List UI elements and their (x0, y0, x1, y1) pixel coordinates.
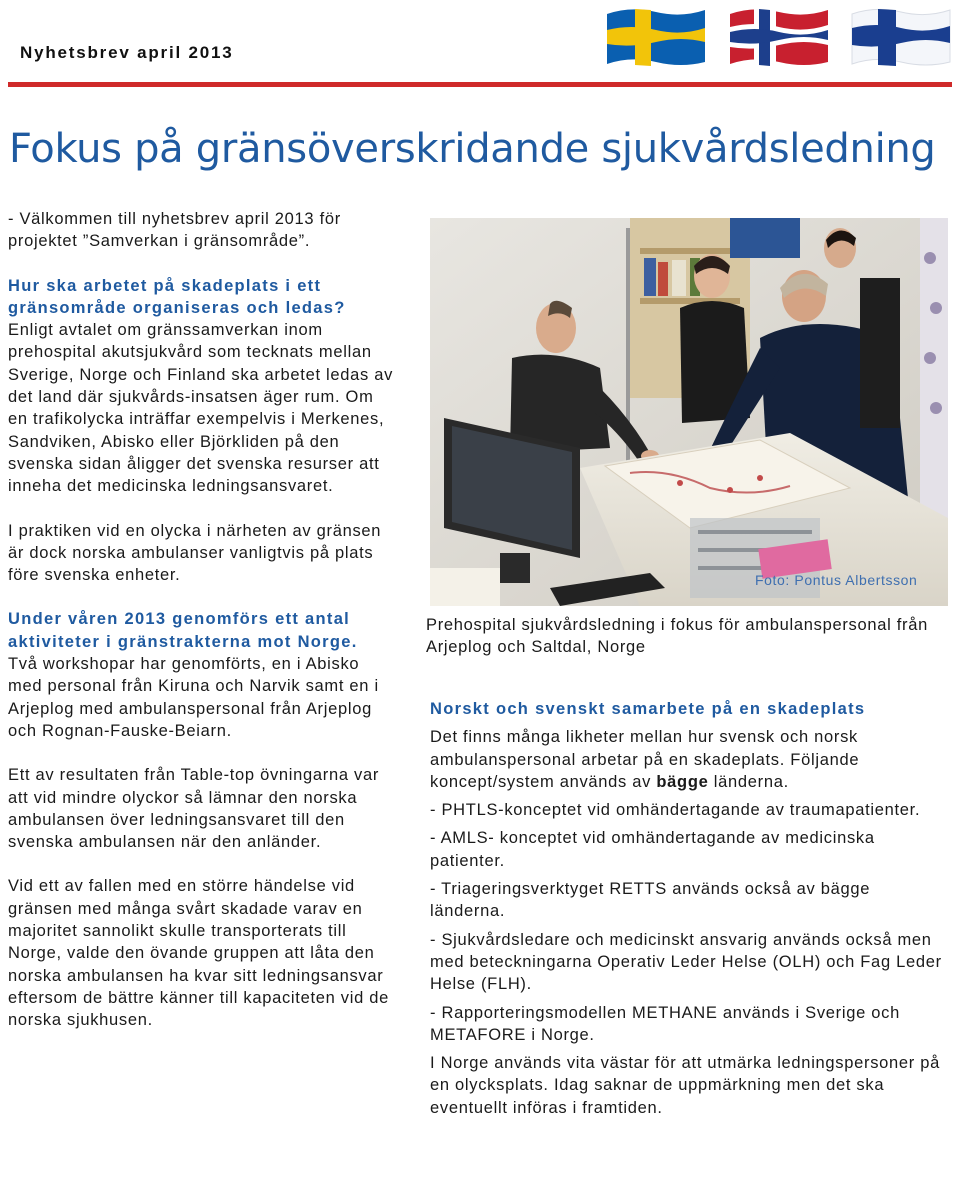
left-column (8, 208, 394, 1032)
similarities-text-b: länderna. (708, 772, 789, 791)
norwegian-flag-icon (728, 6, 830, 68)
paragraph-vests: I Norge används vita västar för att utmärka ledningspersoner på en olycksplats. Idag saknar de uppmärkning men det ska eventuellt införas i framtiden. (430, 1054, 941, 1117)
paragraph-practice: I praktiken vid en olycka i närheten av gränsen är dock norska ambulanser vanligtvis på plats före svenska enheter. (8, 521, 382, 585)
right-column (430, 698, 946, 1119)
header-rule (8, 82, 952, 87)
paragraph-large-incident: Vid ett av fallen med en större händelse vid gränsen med många svårt skadade varav en majoritet sannolikt skulle transporterats till Norge, valde den övande gruppen att låta den norska ambulansen ha kvar sitt ledningsansvar eftersom de bättre känner till kapaciteten vid de norska sjukhusen. (8, 877, 389, 1030)
intro-paragraph: - Välkommen till nyhetsbrev april 2013 för projektet ”Samverkan i gränsområde”. (8, 210, 341, 251)
photo-credit: Foto: Pontus Albertsson (755, 572, 918, 588)
paragraph-tabletop-results: Ett av resultaten från Table-top övningarna var att vid mindre olyckor så lämnar den norska ambulansen över ledningsansvaret till den svenska ambulansen när den anländer. (8, 766, 380, 852)
list-item-reporting-models: - Rapporteringsmodellen METHANE används i Sverige och METAFORE i Norge. (430, 1003, 900, 1044)
finnish-flag-icon (850, 6, 952, 68)
similarities-text-bold: bägge (656, 772, 709, 791)
section-heading-organisation: Hur ska arbetet på skadeplats i ett gränsområde organiseras och ledas? (8, 276, 346, 317)
photo-caption: Prehospital sjukvårdsledning i fokus för ambulanspersonal från Arjeplog och Saltdal, Norge (426, 616, 928, 657)
paragraph-similarities (430, 726, 946, 793)
similarities-text-a: Det finns många likheter mellan hur svensk och norsk ambulanspersonal arbetar på en skadeplats. Följande koncept/system används av (430, 728, 860, 791)
paragraph-workshops: Två workshopar har genomförts, en i Abisko med personal från Kiruna och Narvik samt en i Arjeplog med ambulanspersonal från Arjeplog och Rognan-Fauske-Beiarn. (8, 655, 379, 740)
list-item-amls: - AMLS- konceptet vid omhändertagande av medicinska patienter. (430, 829, 875, 870)
newsletter-date: Nyhetsbrev april 2013 (20, 43, 234, 62)
paragraph-agreement: Enligt avtalet om gränssamverkan inom prehospital akutsjukvård som tecknats mellan Sverige, Norge och Finland ska arbetet ledas av det land där sjukvårds-insatsen äger rum. Om en trafikolycka inträffar exempelvis i Merkenes, Sandviken, Abisko eller Björkliden på den svenska sidan åligger det svenska resurser att inneha det medicinska ledningsansvaret. (8, 321, 394, 496)
swedish-flag-icon (605, 6, 707, 68)
section-heading-cooperation: Norskt och svenskt samarbete på en skadeplats (430, 700, 866, 718)
workshop-photo (430, 218, 948, 606)
section-heading-activities: Under våren 2013 genomförs ett antal aktiviteter i gränstrakterna mot Norge. (8, 610, 358, 651)
list-item-retts: - Triageringsverktyget RETTS används också av bägge länderna. (430, 880, 871, 921)
list-item-leadership-roles: - Sjukvårdsledare och medicinskt ansvarig används också men med beteckningarna Operativ Leder Helse (OLH) och Fag Leder Helse (FLH). (430, 930, 942, 994)
page-title: Fokus på gränsöverskridande sjukvårdsledning (9, 126, 936, 172)
list-item-phtls: - PHTLS-konceptet vid omhändertagande av traumapatienter. (430, 801, 921, 820)
